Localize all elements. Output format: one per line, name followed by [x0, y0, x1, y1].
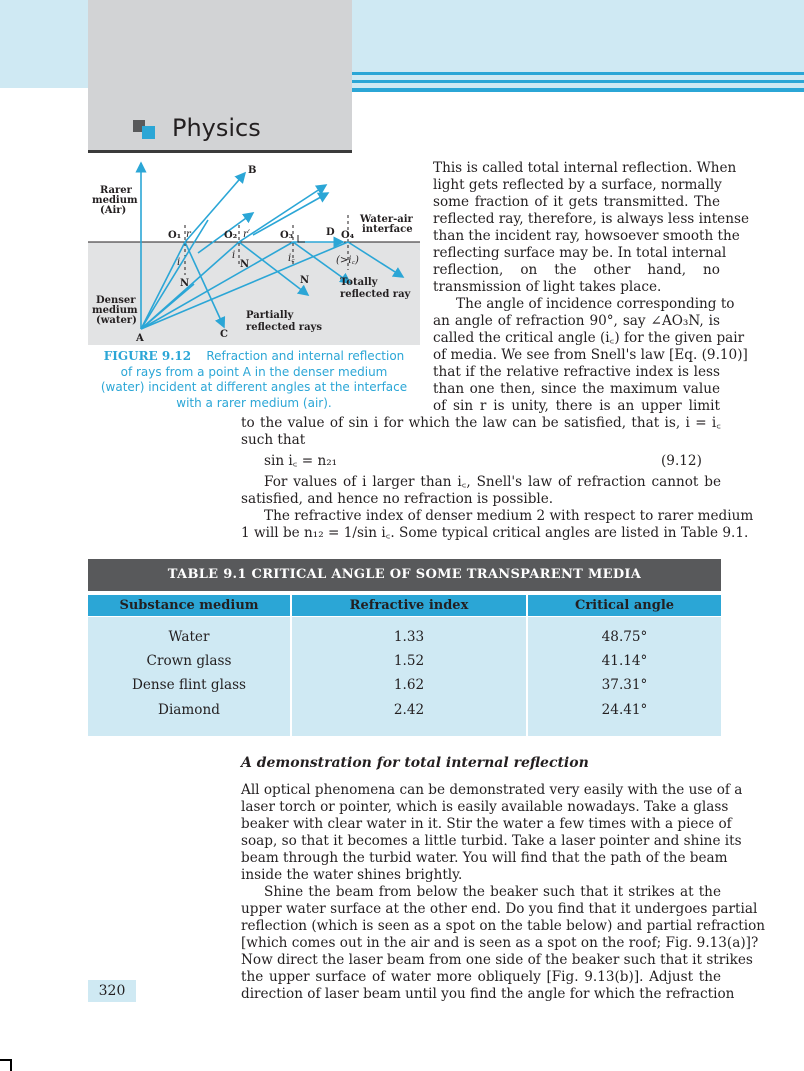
header-rule [88, 150, 352, 153]
table-cell: Water [168, 629, 210, 645]
text-line: than the incident ray, howsoever smooth the [433, 228, 740, 244]
header-stripe [352, 72, 804, 75]
text-line: Now direct the laser beam from one side of the beaker such that it strikes [241, 952, 753, 968]
label-partially-reflected: Partially [246, 310, 294, 321]
label-interface: Water-air [360, 214, 413, 225]
label-rarer: Rarer [100, 185, 132, 196]
text-line: reflected ray, therefore, is always less intense [433, 211, 749, 227]
figure-caption-line: with a rarer medium (air). [176, 396, 332, 411]
label-point-O3: O₃ [280, 230, 294, 241]
table-cell: 37.31° [601, 677, 648, 693]
label-denser: medium [92, 305, 138, 316]
label-totally-reflected: reflected ray [340, 289, 411, 300]
label-angle-ic: i꜀ [288, 253, 295, 264]
label-point-D: D [326, 227, 335, 238]
table-cell: Crown glass [146, 653, 232, 669]
figure-caption-line: Refraction and internal reflection [206, 349, 405, 363]
text-line: an angle of refraction 90°, say ∠AO₃N, is [433, 313, 720, 329]
text-line: beaker with clear water in it. Stir the water a few times with a piece of [241, 816, 732, 832]
label-point-O4: O₄ [341, 230, 355, 241]
table-cell: 1.52 [393, 653, 425, 669]
label-point-C: C [220, 329, 228, 340]
text-line: reflection (which is seen as a spot on the table below) and partial refraction [241, 918, 766, 934]
page-number: 320 [88, 980, 136, 1002]
table-cell: Dense flint glass [131, 677, 247, 693]
label-point-B: B [248, 165, 257, 176]
label-rarer: medium [92, 195, 138, 206]
figure-caption [90, 349, 418, 412]
label-angle-gt-ic: (>i꜀) [336, 255, 359, 266]
chapter-title: Physics [172, 114, 261, 142]
label-angle-i: i [177, 257, 181, 268]
text-line: such that [241, 432, 306, 448]
table-header: Substance medium [88, 595, 290, 616]
table-cell: 24.41° [601, 702, 648, 718]
text-line: The angle of incidence corresponding to [456, 296, 735, 312]
text-line: For values of i larger than i꜀, Snell's law of refraction cannot be [264, 474, 721, 490]
text-line: the upper surface of water more obliquely [Fig. 9.13(b)]. Adjust the [241, 969, 721, 985]
text-line: reflecting surface may be. In total internal [433, 245, 727, 261]
table-title: TABLE 9.1 CRITICAL ANGLE OF SOME TRANSPARENT MEDIA [88, 559, 721, 591]
table-cell: Diamond [158, 702, 220, 718]
text-line: [which comes out in the air and is seen as a spot on the roof; Fig. 9.13(a)]? [241, 935, 759, 951]
text-line: 1 will be n₁₂ = 1/sin i꜀. Some typical critical angles are listed in Table 9.1. [241, 525, 749, 541]
label-denser: Denser [96, 295, 136, 306]
text-line: to the value of sin i for which the law can be satisfied, that is, i = i꜀ [241, 415, 721, 431]
text-line: transmission of light takes place. [433, 279, 662, 295]
figure-caption-label: FIGURE 9.12 [103, 349, 192, 363]
label-angle-r: r [186, 229, 191, 240]
text-line: reflection, on the other hand, no [433, 262, 720, 278]
label-angle-i: i [232, 250, 236, 261]
text-line: All optical phenomena can be demonstrated very easily with the use of a [241, 782, 743, 798]
text-line: upper water surface at the other end. Do you find that it undergoes partial [241, 901, 758, 917]
label-denser: (water) [96, 315, 137, 326]
label-totally-reflected: Totally [340, 277, 378, 288]
equation: sin i꜀ = n₂₁ [264, 453, 338, 469]
label-point-O1: O₁ [168, 230, 182, 241]
table-header: Critical angle [528, 595, 721, 616]
figure-caption-line: of rays from a point A in the denser medium [120, 364, 388, 379]
text-line: beam through the turbid water. You will find that the path of the beam [241, 850, 728, 866]
label-partially-reflected: reflected rays [246, 322, 322, 333]
text-line: Shine the beam from below the beaker such that it strikes at the [264, 884, 721, 900]
equation-number: (9.12) [661, 453, 702, 469]
label-point-O2: O₂ [224, 230, 238, 241]
table-cell: 48.75° [601, 629, 648, 645]
chapter-square-icon [142, 126, 155, 139]
text-line: inside the water shines brightly. [241, 867, 463, 883]
text-line: called the critical angle (i꜀) for the given pair [433, 330, 745, 346]
figure-9-12 [88, 155, 420, 345]
label-interface: interface [362, 224, 413, 235]
text-line: soap, so that it becomes a little turbid. Take a laser pointer and shine its [241, 833, 742, 849]
text-line: The refractive index of denser medium 2 with respect to rarer medium [264, 508, 754, 524]
label-normal: N [300, 275, 310, 286]
table-cell: 1.33 [393, 629, 425, 645]
label-normal: N [240, 259, 250, 270]
table-cell: 2.42 [393, 702, 425, 718]
table-cell: 41.14° [601, 653, 648, 669]
crop-mark [10, 1059, 12, 1071]
header-stripe [352, 80, 804, 83]
header-stripe [352, 88, 804, 92]
label-angle-r-prime: r′ [243, 229, 251, 240]
text-line: light gets reflected by a surface, normally [433, 177, 722, 193]
text-line: of sin r is unity, there is an upper limit [433, 398, 720, 414]
text-line: This is called total internal reflection. When [433, 160, 737, 176]
text-line: than one then, since the maximum value [433, 381, 720, 397]
text-line: direction of laser beam until you find the angle for which the refraction [241, 986, 735, 1002]
label-normal: N [180, 278, 190, 289]
figure-caption-line: (water) incident at different angles at the interface [100, 380, 408, 395]
text-line: satisfied, and hence no refraction is possible. [241, 491, 554, 507]
section-heading: A demonstration for total internal reflection [241, 755, 589, 771]
text-line: laser torch or pointer, which is easily available nowadays. Take a glass [241, 799, 729, 815]
table-cell: 1.62 [393, 677, 425, 693]
text-line: some fraction of it gets transmitted. The [433, 194, 720, 210]
label-rarer: (Air) [100, 205, 127, 216]
text-line: of media. We see from Snell's law [Eq. (9.10)] [433, 347, 748, 363]
text-line: that if the relative refractive index is less [433, 364, 720, 380]
label-point-A: A [136, 333, 144, 344]
table-header: Refractive index [292, 595, 526, 616]
